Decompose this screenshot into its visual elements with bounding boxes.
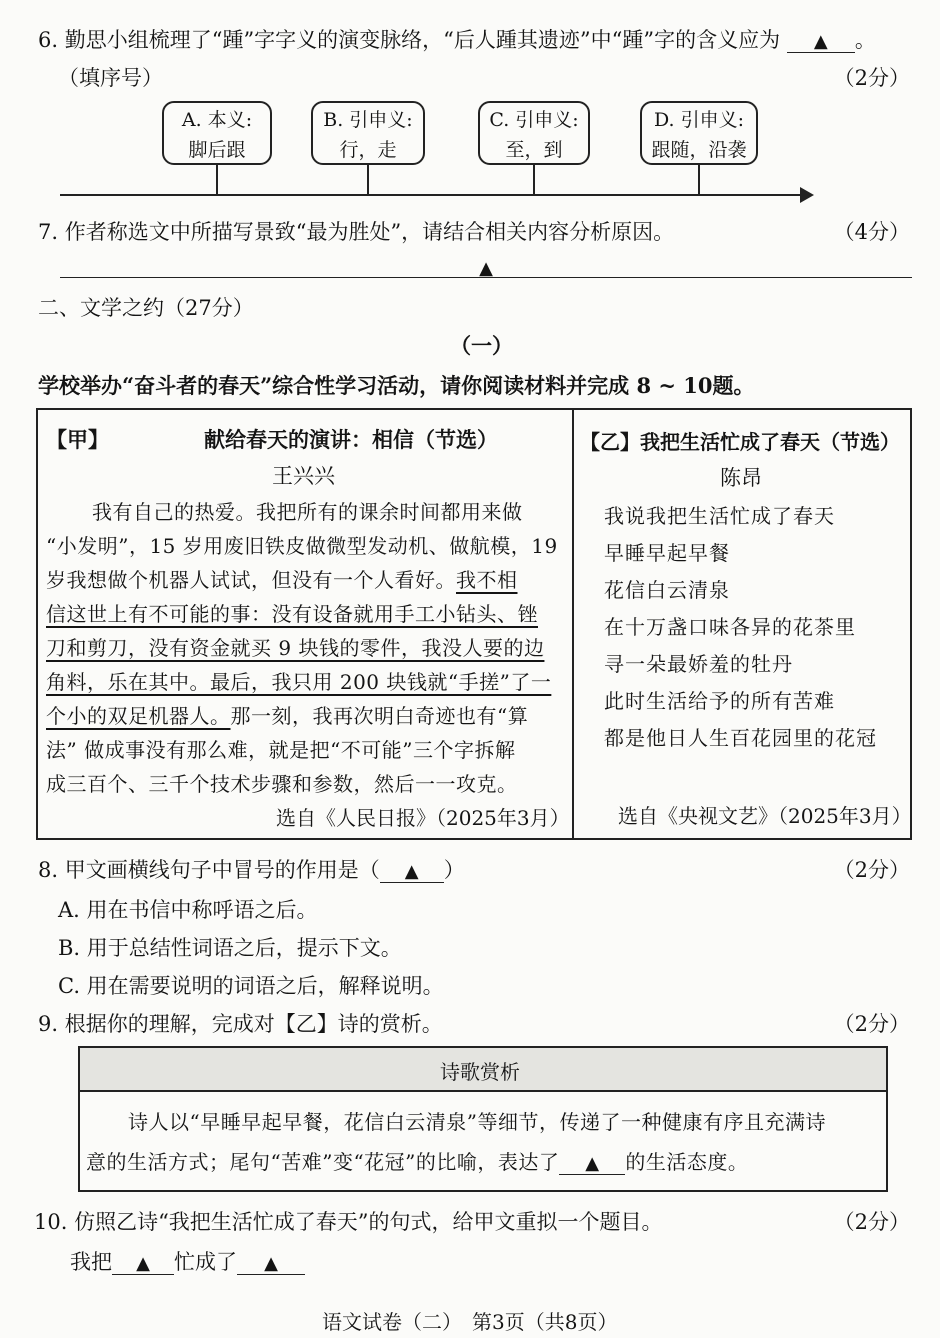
timeline-node-c: C. 引申义: 至，到 <box>478 101 590 165</box>
section-intro: 学校举办“奋斗者的春天”综合性学习活动，请你阅读材料并完成 8 ~ 10题。 <box>38 373 755 398</box>
q8-option-b: B. 用于总结性词语之后，提示下文。 <box>58 936 402 960</box>
jia-title: 献给春天的演讲：相信（节选） <box>204 427 498 452</box>
jia-underlined-line: 刀和剪刀，没有资金就买 9 块钱的零件，我没人要的边 <box>46 636 545 660</box>
yi-poem-line: 都是他日人生百花园里的花冠 <box>604 726 877 750</box>
jia-paragraph-line: 法” 做成事没有那么难，就是把“不可能”三个字拆解 <box>46 738 516 762</box>
yi-poem-line: 花信白云清泉 <box>604 578 730 602</box>
q10-blank-2[interactable]: ▲ <box>237 1251 305 1275</box>
appreciation-title: 诗歌赏析 <box>440 1060 520 1084</box>
q6-points: （2分） <box>833 66 910 90</box>
timeline-arrow-icon <box>800 187 814 203</box>
q8-option-c: C. 用在需要说明的词语之后，解释说明。 <box>58 974 444 998</box>
jia-paragraph-line: “小发明”，15 岁用废旧铁皮做微型发动机、做航模，19 <box>46 534 558 558</box>
q10-points: （2分） <box>833 1210 910 1234</box>
q8-points: （2分） <box>833 858 910 882</box>
appreciation-line: 意的生活方式；尾句“苦难”变“花冠”的比喻，表达了 ▲ 的生活态度。 <box>86 1150 749 1174</box>
q8-answer-blank[interactable]: ▲ <box>380 859 444 883</box>
yi-author: 陈昂 <box>720 466 762 490</box>
yi-poem-line: 此时生活给予的所有苦难 <box>604 689 835 713</box>
yi-heading: 【乙】我把生活忙成了春天（节选） <box>580 430 900 454</box>
q8-stem: 8. 甲文画横线句子中冒号的作用是（ ▲ ） <box>38 858 465 882</box>
q7-answer-line[interactable]: ▲ <box>60 255 912 278</box>
q8-option-a: A. 用在书信中称呼语之后。 <box>58 898 318 922</box>
timeline-node-d: D. 引申义: 跟随，沿袭 <box>640 101 758 165</box>
materials-divider <box>572 408 574 840</box>
q6-note: （填序号） <box>58 66 163 90</box>
timeline-tick <box>216 165 218 195</box>
section-title: 二、文学之约（27分） <box>38 296 254 320</box>
jia-paragraph-line: 岁我想做个机器人试试，但没有一个人看好。我不相 <box>46 568 518 592</box>
appreciation-line: 诗人以“早睡早起早餐，花信白云清泉”等细节，传递了一种健康有序且充满诗 <box>128 1110 826 1134</box>
yi-poem-line: 早睡早起早餐 <box>604 541 730 565</box>
jia-author: 王兴兴 <box>272 464 335 488</box>
q6-stem: 6. 勤思小组梳理了“踵”字字义的演变脉络，“后人踵其遗迹”中“踵”字的含义应为 ▲ 。 <box>38 28 876 52</box>
yi-poem-line: 我说我把生活忙成了春天 <box>604 504 835 528</box>
q9-points: （2分） <box>833 1012 910 1036</box>
yi-source: 选自《央视文艺》（2025年3月） <box>618 804 912 828</box>
q10-answer: 我把 ▲ 忙成了 ▲ <box>70 1246 305 1276</box>
timeline-node-a: A. 本义: 脚后跟 <box>162 101 272 165</box>
section-subtitle: （一） <box>450 333 513 358</box>
timeline-node-b: B. 引申义: 行，走 <box>311 101 425 165</box>
q6-answer-blank[interactable]: ▲ <box>787 29 855 53</box>
q7-stem: 7. 作者称选文中所描写景致“最为胜处”，请结合相关内容分析原因。 <box>38 220 675 244</box>
q9-stem: 9. 根据你的理解，完成对【乙】诗的赏析。 <box>38 1012 443 1036</box>
q9-answer-blank[interactable]: ▲ <box>559 1152 625 1175</box>
q10-blank-1[interactable]: ▲ <box>112 1251 174 1275</box>
jia-paragraph-line: 我有自己的热爱。我把所有的课余时间都用来做 <box>92 500 523 524</box>
yi-poem-line: 寻一朵最娇羞的牡丹 <box>604 652 793 676</box>
jia-underlined-line: 信这世上有不可能的事：没有设备就用手工小钻头、锉 <box>46 602 538 626</box>
timeline-axis <box>60 194 802 196</box>
q10-stem: 10. 仿照乙诗“我把生活忙成了春天”的句式，给甲文重拟一个题目。 <box>34 1210 663 1234</box>
yi-poem-line: 在十万盏口味各异的花茶里 <box>604 615 856 639</box>
jia-paragraph-line: 个小的双足机器人。那一刻，我再次明白奇迹也有“算 <box>46 704 529 728</box>
timeline-tick <box>698 165 700 195</box>
jia-label: 【甲】 <box>46 427 109 452</box>
jia-source: 选自《人民日报》（2025年3月） <box>276 806 570 830</box>
jia-paragraph-line: 成三百个、三千个技术步骤和参数，然后一一攻克。 <box>46 772 518 796</box>
q7-points: （4分） <box>833 220 910 244</box>
jia-underlined-line: 角料，乐在其中。最后，我只用 200 块钱就“手搓”了一 <box>46 670 552 694</box>
page-footer: 语文试卷（二） 第3页（共8页） <box>322 1310 618 1334</box>
timeline-tick <box>533 165 535 195</box>
timeline-tick <box>367 165 369 195</box>
